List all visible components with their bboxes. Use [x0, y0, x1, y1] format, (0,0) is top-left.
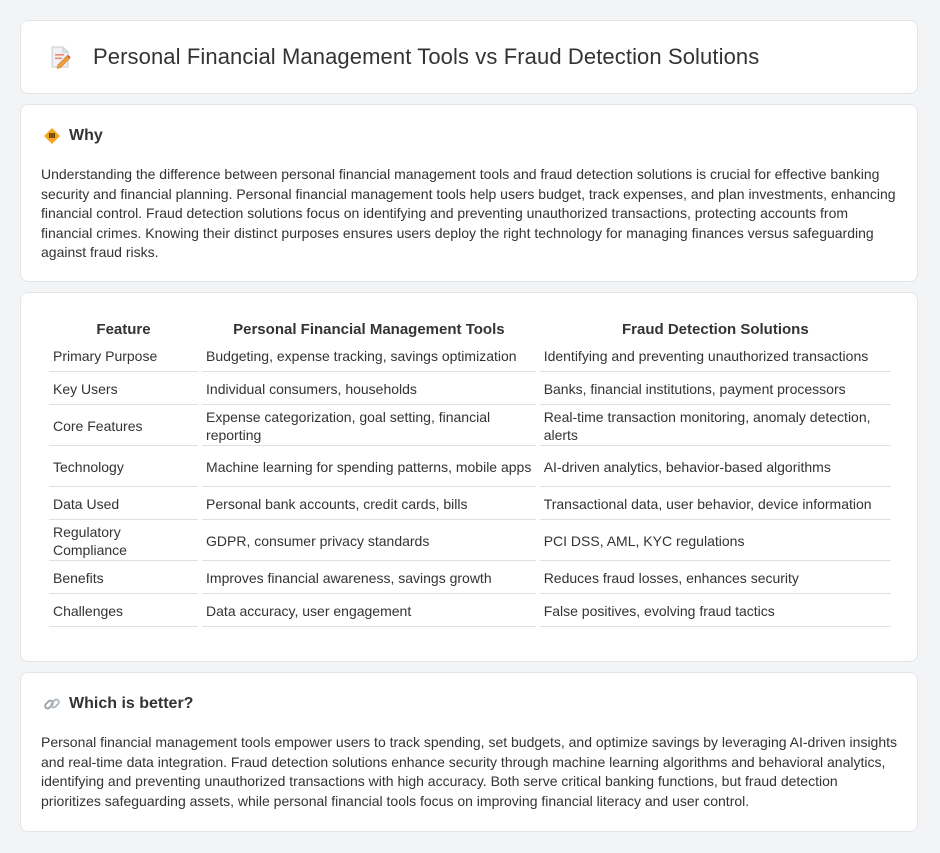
feature-cell: Benefits [49, 563, 198, 594]
pfm-cell: Data accuracy, user engagement [202, 596, 536, 627]
page-title: Personal Financial Management Tools vs Fraud Detection Solutions [93, 44, 760, 69]
feature-cell: Data Used [49, 489, 198, 520]
feature-cell: Challenges [49, 596, 198, 627]
pfm-cell: Improves financial awareness, savings growth [202, 563, 536, 594]
fraud-cell: Banks, financial institutions, payment processors [540, 374, 891, 405]
header-fraud: Fraud Detection Solutions [622, 320, 809, 338]
pfm-cell: Personal bank accounts, credit cards, bills [202, 489, 536, 520]
comparison-section [20, 292, 918, 662]
table-header-row [49, 317, 891, 339]
fraud-cell: Transactional data, user behavior, device information [540, 489, 891, 520]
fraud-cell: Reduces fraud losses, enhances security [540, 563, 891, 594]
document-pen-icon [47, 44, 73, 70]
diamond-warning-icon [43, 127, 61, 145]
why-section [20, 104, 918, 282]
fraud-cell: False positives, evolving fraud tactics [540, 596, 891, 627]
header-feature: Feature [96, 320, 151, 338]
feature-cell: Core Features [49, 407, 198, 446]
why-heading: Why [69, 127, 103, 144]
header-pfm: Personal Financial Management Tools [233, 320, 505, 338]
table-row [49, 489, 891, 520]
which-better-body: Personal financial management tools empower users to track spending, set budgets, and optimize savings by leveraging AI-driven insights and real-time data integration. Fraud detection solutions enhance security through machine learning algorithms and behavioral analytics, identifying and preventing unauthorized transactions with high accuracy. Both serve critical banking functions, but fraud detection prioritizes safeguarding assets, while personal financial tools focus on improving financial literacy and user control. [41, 734, 898, 809]
comparison-table [45, 315, 895, 629]
fraud-cell: Identifying and preventing unauthorized transactions [540, 341, 891, 372]
pfm-cell: Expense categorization, goal setting, financial reporting [202, 407, 536, 446]
pfm-cell: Machine learning for spending patterns, mobile apps [202, 448, 536, 487]
table-row [49, 563, 891, 594]
table-row [49, 522, 891, 561]
feature-cell: Primary Purpose [49, 341, 198, 372]
table-row [49, 448, 891, 487]
pfm-cell: Budgeting, expense tracking, savings optimization [202, 341, 536, 372]
pfm-cell: Individual consumers, households [202, 374, 536, 405]
table-row [49, 407, 891, 446]
feature-cell: Regulatory Compliance [49, 522, 198, 561]
which-better-heading: Which is better? [69, 695, 194, 712]
table-row [49, 374, 891, 405]
feature-cell: Key Users [49, 374, 198, 405]
pfm-cell: GDPR, consumer privacy standards [202, 522, 536, 561]
fraud-cell: Real-time transaction monitoring, anomaly detection, alerts [540, 407, 891, 446]
fraud-cell: PCI DSS, AML, KYC regulations [540, 522, 891, 561]
table-row [49, 341, 891, 372]
table-row [49, 596, 891, 627]
feature-cell: Technology [49, 448, 198, 487]
fraud-cell: AI-driven analytics, behavior-based algorithms [540, 448, 891, 487]
why-body: Understanding the difference between personal financial management tools and fraud detection solutions is crucial for effective banking security and financial planning. Personal financial management tools help users budget, track expenses, and plan investments, enhancing financial control. Fraud detection solutions focus on identifying and preventing unauthorized transactions, protecting accounts from financial crimes. Knowing their distinct purposes ensures users deploy the right technology for managing finances versus safeguarding against fraud risks. [41, 166, 896, 260]
link-icon [43, 695, 61, 713]
which-better-section [20, 672, 918, 832]
title-card [20, 20, 918, 94]
